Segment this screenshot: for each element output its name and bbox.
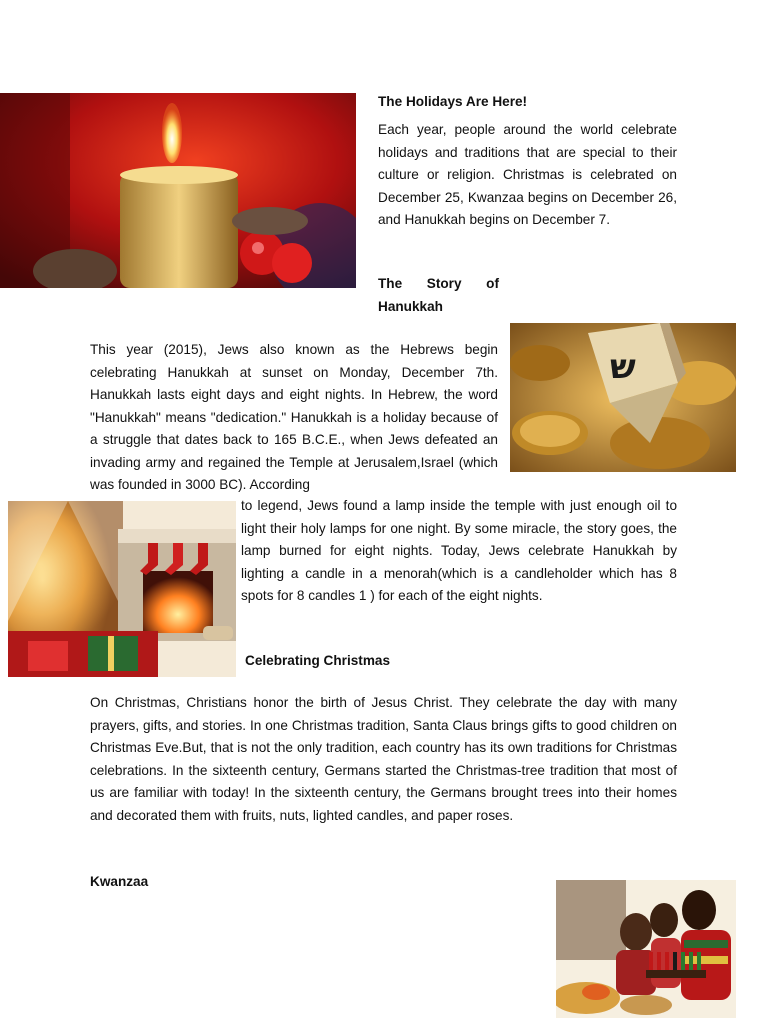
christmas-heading: Celebrating Christmas: [245, 653, 391, 668]
candle-photo: [0, 93, 356, 288]
kwanzaa-heading: Kwanzaa: [90, 874, 149, 889]
christmas-body: On Christmas, Christians honor the birth of Jesus Christ. They celebrate the day with many prayers, gifts, and stories. In one Christmas tradition, Santa Claus brings gifts to good children on Christmas Eve.But, that is not the only tradition, each country has its own traditions for Christmas celebrations. In the sixteenth century, Germans started the Christmas-tree tradition that most of us are familiar with today! In the sixteenth century, the Germans brought trees into their homes and decorated them with fruits, nuts, lighted candles, and paper roses.: [90, 695, 677, 823]
holidays-body: Each year, people around the world celebrate holidays and traditions that are special to their culture or religion. Christmas is celebrated on December 25, Kwanzaa begins on December 26, and Hanukkah begins on December 7.: [378, 122, 677, 227]
kwanzaa-family-photo: [556, 880, 736, 1018]
christmas-tree-fireplace-photo: [8, 501, 236, 677]
hanukkah-body-part2: to legend, Jews found a lamp inside the temple with just enough oil to light their holy lamps for one night. By some miracle, the story goes, the lamp burned for eight nights. Today, Jews celebrate Hanukkah by lighting a candle in a menorah(which is a candleholder which has 8 spots for 8 candles 1 ) for each of the eight nights.: [241, 498, 677, 603]
hanukkah-heading-line1: The Story of: [378, 276, 499, 291]
dreidel-photo: [510, 323, 736, 472]
holidays-heading: The Holidays Are Here!: [378, 94, 528, 109]
svg-text:ש: ש: [610, 347, 636, 387]
hanukkah-heading-line2: Hanukkah: [378, 299, 443, 314]
hanukkah-body-part1: This year (2015), Jews also known as the Hebrews begin celebrating Hanukkah at sunset on Monday, December 7th. Hanukkah lasts eight days and eight nights. In Hebrew, the word "Hanukkah" means "dedication." Hanukkah is a holiday because of a struggle that dates back to 165 B.C.E., when Jews defeated an invading army and regained the Temple at Jerusalem,Israel (which was founded in 3000 BC). According: [90, 342, 498, 492]
